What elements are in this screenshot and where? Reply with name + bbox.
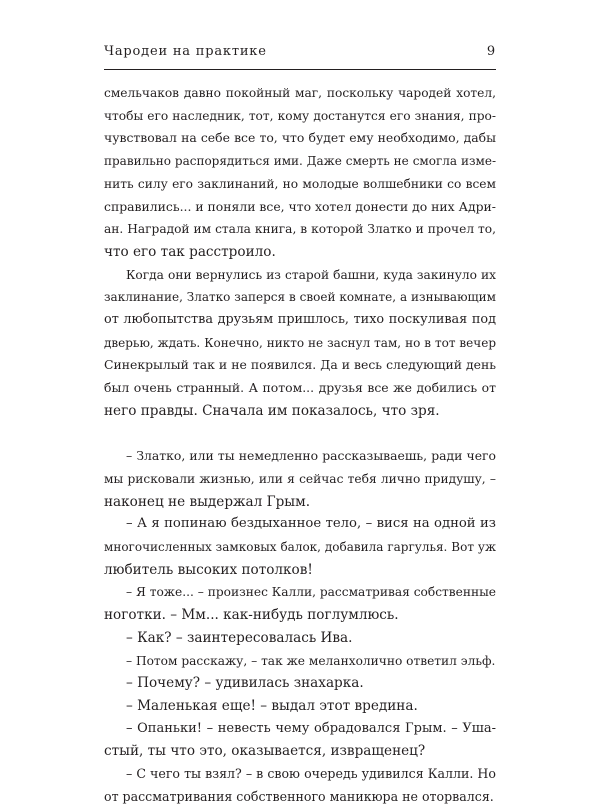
text-line: любитель высоких потолков! (104, 561, 313, 578)
text-line: дверью, ждать. Конечно, никто не заснул там, но в тот вечер (104, 335, 496, 350)
running-head-title: Чародеи на практике (104, 44, 267, 59)
text-line: Когда они вернулись из старой башни, куда закинуло их (126, 267, 496, 282)
text-line: мы рисковали жизнью, или я сейчас тебя лично придушу, – (104, 471, 496, 486)
text-line: – С чего ты взял? – в свою очередь удивился Калли. Но (126, 766, 496, 782)
text-line: – Златко, или ты немедленно рассказываешь, ради чего (126, 448, 496, 464)
section-break (104, 423, 496, 446)
text-line: – Опаньки! – невесть чему обрадовался Грым. – Уша- (126, 720, 496, 736)
text-line: нить силу его заклинаний, но молодые волшебники со всем (104, 176, 496, 191)
body-text (104, 82, 496, 808)
text-line: него правды. Сначала им показалось, что зря. (104, 402, 440, 419)
text-line: – Маленькая еще! – выдал этот вредина. (126, 697, 418, 714)
text-line: Синекрылый так и не появился. Да и весь следующий день (104, 357, 496, 373)
text-line: стый, ты что это, оказывается, извращенец? (104, 743, 426, 760)
running-head (104, 44, 496, 64)
text-line: – Потом расскажу, – так же меланхолично ответил эльф. (126, 653, 496, 668)
text-line: что его так расстроило. (104, 243, 276, 260)
text-line: чтобы его наследник, тот, кому достанутся его знания, про- (104, 108, 496, 123)
text-line: от любопытства друзьям пришлось, тихо поскуливая под (104, 312, 496, 328)
text-line: – Я тоже... – произнес Калли, рассматривая собственные (126, 585, 496, 600)
header-rule (104, 69, 496, 70)
page-number: 9 (486, 44, 496, 59)
text-line: справились... и поняли все, что хотел донести до них Адри- (104, 198, 496, 214)
text-line: ан. Наградой им стала книга, в которой Златко и прочел то, (104, 222, 496, 237)
text-line: от рассматривания собственного маникюра не оторвался. (104, 788, 494, 804)
text-line: чувствовал на себе все то, что будет ему необходимо, дабы (104, 130, 496, 146)
text-line: смельчаков давно покойный маг, поскольку чародей хотел, (104, 86, 496, 100)
text-line: ноготки. – Мм... как-нибудь поглумлюсь. (104, 607, 399, 624)
text-line: – Как? – заинтересовалась Ива. (126, 629, 353, 646)
text-line: заклинание, Златко заперся в своей комнате, а изнывающим (104, 290, 496, 305)
text-line: правильно распорядиться ими. Даже смерть не смогла изме- (104, 154, 496, 169)
text-line: – Почему? – удивилась знахарка. (126, 675, 364, 692)
text-line: был очень странный. А потом... друзья все же добились от (104, 380, 496, 396)
text-line: наконец не выдержал Грым. (104, 493, 311, 510)
text-line: – А я попинаю бездыханное тело, – вися на одной из (126, 516, 496, 532)
text-line: многочисленных замковых балок, добавила гаргулья. Вот уж (104, 540, 496, 555)
